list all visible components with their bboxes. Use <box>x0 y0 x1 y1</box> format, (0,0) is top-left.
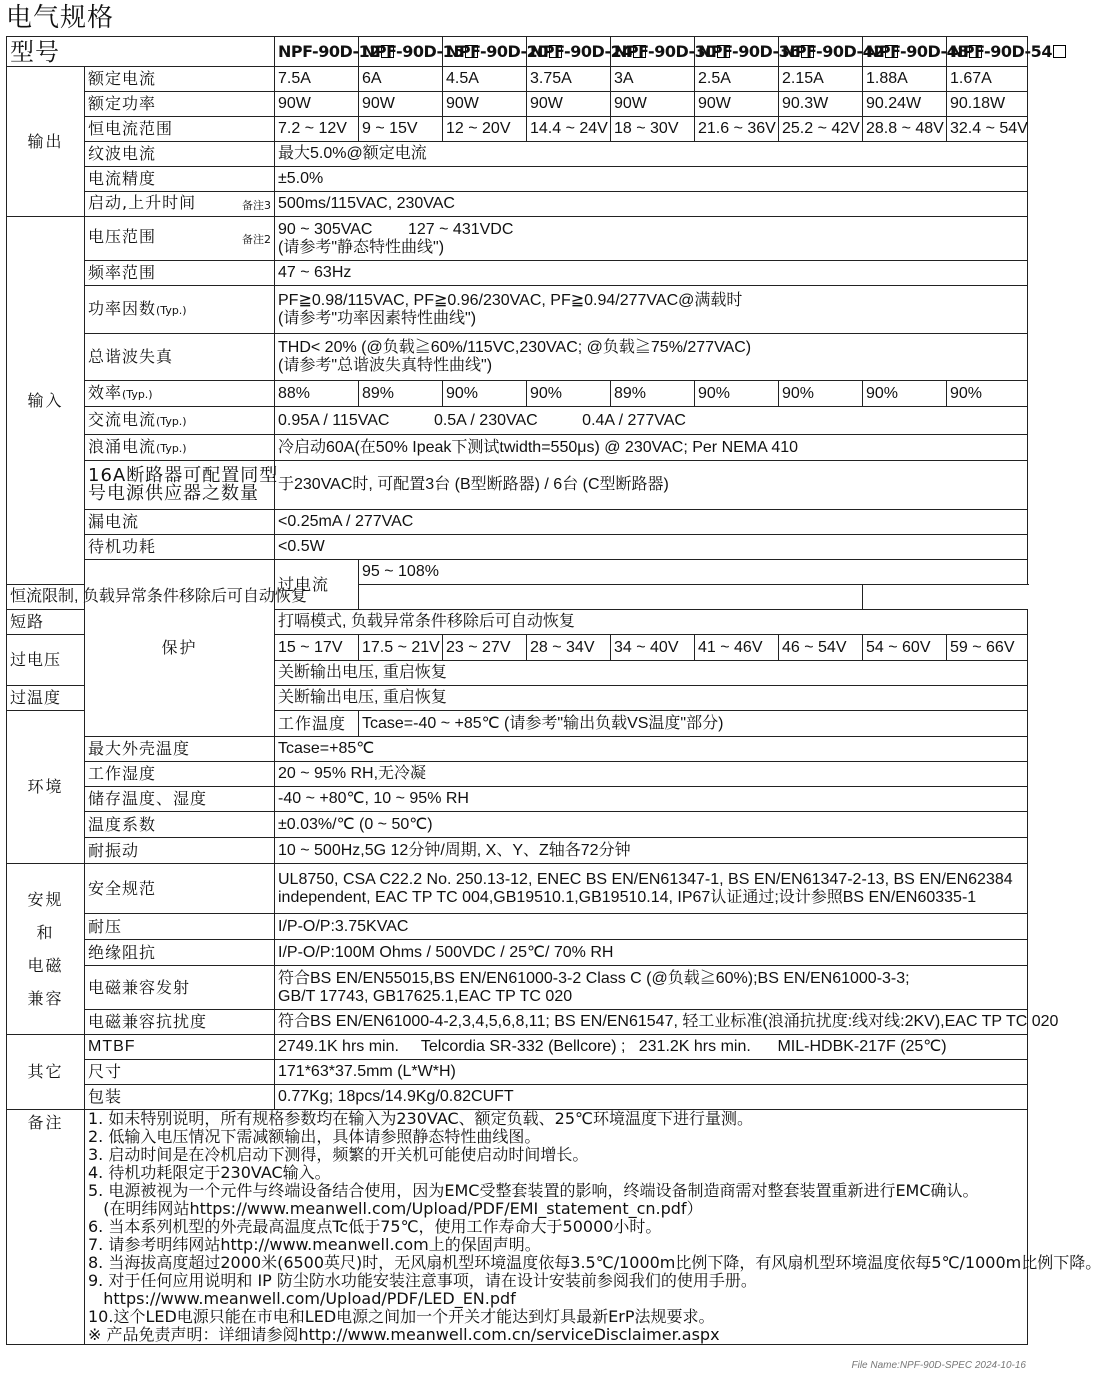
model-cell: NPF-90D-12 <box>275 37 359 67</box>
cell: 2749.1K hrs min. Telcordia SR-332 (Bellcore) ; 231.2K hrs min. MIL-HDBK-217F (25℃) <box>275 1035 1028 1060</box>
table-row <box>7 510 1028 535</box>
table-row <box>7 535 1028 560</box>
cell: 59 ~ 66V <box>947 635 1028 661</box>
cell: 25.2 ~ 42V <box>779 117 863 142</box>
table-row <box>7 737 1028 762</box>
cell: 6A <box>359 67 443 92</box>
cell: I/P-O/P:100M Ohms / 500VDC / 25℃/ 70% RH <box>275 940 1028 966</box>
cell: 恒流限制, 负载异常条件移除后可自动恢复 <box>7 585 863 610</box>
row-label: 漏电流 <box>85 510 275 535</box>
note-line: ※ 产品免责声明：详细请参阅http://www.meanwell.com.cn/serviceDisclaimer.aspx <box>88 1325 720 1344</box>
group-protection: 保护 <box>85 560 275 737</box>
cell: I/P-O/P:3.75KVAC <box>275 914 1028 940</box>
cell: 28.8 ~ 48V <box>863 117 947 142</box>
cell: 90.18W <box>947 92 1028 117</box>
table-row <box>7 407 1028 435</box>
row-label: 电流精度 <box>85 167 275 192</box>
cell: 4.5A <box>443 67 527 92</box>
cell: 90W <box>443 92 527 117</box>
cell: 90W <box>275 92 359 117</box>
note-line: 7. 请参考明纬网站http://www.meanwell.com上的保固声明。 <box>88 1235 541 1254</box>
cell: 500ms/115VAC, 230VAC <box>275 192 1028 217</box>
row-label: 频率范围 <box>85 261 275 286</box>
cell: THD< 20% (@负载≧60%/115VC,230VAC; @负载≧75%/277VAC) (请参考"总谐波失真特性曲线") <box>275 334 1028 381</box>
row-label: 功率因数(Typ.) <box>85 286 275 334</box>
cell: 90% <box>863 381 947 407</box>
row-label: 工作湿度 <box>85 762 275 787</box>
row-label: 浪涌电流(Typ.) <box>85 435 275 461</box>
cell: 41 ~ 46V <box>695 635 779 661</box>
note-line: 5. 电源被视为一个元件与终端设备结合使用，因为EMC受整套装置的影响，终端设备制造商需对整套装置重新进行EMC确认。 <box>88 1181 979 1200</box>
cell: 90% <box>527 381 611 407</box>
note-line: 2. 低输入电压情况下需减额输出，具体请参照静态特性曲线图。 <box>88 1127 541 1146</box>
row-label: 安全规范 <box>85 864 275 914</box>
cell: Tcase=+85℃ <box>275 737 1028 762</box>
row-label: 效率(Typ.) <box>85 381 275 407</box>
group-others: 其它 <box>7 1035 85 1110</box>
note-line: 3. 启动时间是在冷机启动下测得，频繁的开关机可能使启动时间增长。 <box>88 1145 589 1164</box>
note-line: 4. 待机功耗限定于230VAC输入。 <box>88 1163 331 1182</box>
row-label: 耐压 <box>85 914 275 940</box>
row-label: 工作温度 <box>275 711 359 737</box>
row-label: 电磁兼容发射 <box>85 966 275 1010</box>
note-line: (在明纬网站https://www.meanwell.com/Upload/PDF/EMI_statement_cn.pdf） <box>88 1199 703 1218</box>
model-cell: NPF-90D-48 <box>863 37 947 67</box>
table-row <box>7 966 1028 1010</box>
model-cell: NPF-90D-24 <box>527 37 611 67</box>
cell: <0.25mA / 277VAC <box>275 510 1028 535</box>
cell: 0.95A / 115VAC 0.5A / 230VAC 0.4A / 277VAC <box>275 407 1028 435</box>
table-row <box>7 286 1028 334</box>
cell: 171*63*37.5mm (L*W*H) <box>275 1060 1028 1085</box>
row-label: 交流电流(Typ.) <box>85 407 275 435</box>
model-cell: NPF-90D-36 <box>695 37 779 67</box>
table-row <box>7 585 1028 610</box>
group-safety-emc: 安规 和 电磁 兼容 <box>7 864 85 1035</box>
note-line: 9. 对于任何应用说明和 IP 防尘防水功能安装注意事项，请在设计安装前参阅我们的使用手册。 <box>88 1271 757 1290</box>
table-row <box>7 67 1028 92</box>
model-cell: NPF-90D-15 <box>359 37 443 67</box>
file-footer: File Name:NPF-90D-SPEC 2024-10-16 <box>851 1360 1026 1371</box>
row-label: 绝缘阻抗 <box>85 940 275 966</box>
cell: 2.15A <box>779 67 863 92</box>
row-label: 16A断路器可配置同型 号电源供应器之数量 <box>85 461 275 510</box>
group-notes: 备注 <box>7 1110 85 1345</box>
cell: 90% <box>947 381 1028 407</box>
cell: 88% <box>275 381 359 407</box>
cell: 90% <box>779 381 863 407</box>
cell: 打嗝模式, 负载异常条件移除后可自动恢复 <box>275 610 1028 635</box>
table-row <box>7 1035 1028 1060</box>
cell: 89% <box>359 381 443 407</box>
spec-table <box>6 36 1101 1345</box>
table-row <box>7 864 1028 914</box>
model-label: 型号 <box>7 37 275 67</box>
row-label: 尺寸 <box>85 1060 275 1085</box>
group-environment: 环境 <box>7 711 85 864</box>
row-label: 恒电流范围 <box>85 117 275 142</box>
row-label: 耐振动 <box>85 838 275 864</box>
cell: 0.77Kg; 18pcs/14.9Kg/0.82CUFT <box>275 1085 1028 1110</box>
notes-cell <box>85 1109 1101 1345</box>
cell: 12 ~ 20V <box>443 117 527 142</box>
row-label: 包装 <box>85 1085 275 1110</box>
table-row <box>7 92 1028 117</box>
cell: 21.6 ~ 36V <box>695 117 779 142</box>
table-row <box>7 812 1028 838</box>
cell: 3.75A <box>527 67 611 92</box>
note-line: 1. 如未特别说明，所有规格参数均在输入为230VAC、额定负载、25℃环境温度下进行量测。 <box>88 1109 753 1128</box>
note-line: https://www.meanwell.com/Upload/PDF/LED_EN.pdf <box>88 1289 516 1308</box>
cell: 90.3W <box>779 92 863 117</box>
cell: 关断输出电压, 重启恢复 <box>275 661 1028 686</box>
cell: PF≧0.98/115VAC, PF≧0.96/230VAC, PF≧0.94/277VAC@满载时 (请参考"功率因素特性曲线") <box>275 286 1028 334</box>
cell: 90% <box>443 381 527 407</box>
cell: 1.67A <box>947 67 1028 92</box>
cell: 90W <box>359 92 443 117</box>
cell: 89% <box>611 381 695 407</box>
row-label: 储存温度、湿度 <box>85 787 275 812</box>
table-row <box>7 940 1028 966</box>
row-label: 电磁兼容抗扰度 <box>85 1010 275 1035</box>
row-label: 短路 <box>7 610 85 635</box>
cell: 90% <box>695 381 779 407</box>
cell: 符合BS EN/EN61000-4-2,3,4,5,6,8,11; BS EN/EN61547, 轻工业标准(浪涌抗扰度:线对线:2KV),EAC TP TC 020 <box>275 1010 1028 1035</box>
note-line: 10.这个LED电源只能在市电和LED电源之间加一个开关才能达到灯具最新ErP法规要求。 <box>88 1307 715 1326</box>
table-row <box>7 167 1028 192</box>
row-label: 最大外壳温度 <box>85 737 275 762</box>
row-label: 额定电流 <box>85 67 275 92</box>
table-row <box>7 192 1028 217</box>
cell: 2.5A <box>695 67 779 92</box>
row-label: MTBF <box>85 1035 275 1060</box>
row-label: 电压范围 备注2 <box>85 217 275 261</box>
model-cell: NPF-90D-30 <box>611 37 695 67</box>
cell: 9 ~ 15V <box>359 117 443 142</box>
cell: ±0.03%/℃ (0 ~ 50℃) <box>275 812 1028 838</box>
table-row <box>7 142 1028 167</box>
row-label: 过温度 <box>7 686 85 711</box>
cell: UL8750, CSA C22.2 No. 250.13-12, ENEC BS EN/EN61347-1, BS EN/EN61347-2-13, BS EN/EN62384 independent, EAC TP TC 004,GB19510.1,GB19510.14, IP67认证通过;设计参照BS EN/EN60335-1 <box>275 864 1028 914</box>
table-row <box>7 217 1028 261</box>
cell: ±5.0% <box>275 167 1028 192</box>
note-line: 8. 当海拔高度超过2000米(6500英尺)时，无风扇机型环境温度依每3.5℃/1000m比例下降，有风扇机型环境温度依每5℃/1000m比例下降。 <box>88 1253 1101 1272</box>
row-label: 额定功率 <box>85 92 275 117</box>
checkbox-icon <box>1053 45 1066 58</box>
cell: 23 ~ 27V <box>443 635 527 661</box>
table-row <box>7 334 1028 381</box>
row-label: 总谐波失真 <box>85 334 275 381</box>
cell: 7.2 ~ 12V <box>275 117 359 142</box>
cell: 18 ~ 30V <box>611 117 695 142</box>
cell: 冷启动60A(在50% Ipeak下测试twidth=550μs) @ 230VAC; Per NEMA 410 <box>275 435 1028 461</box>
cell: 1.88A <box>863 67 947 92</box>
table-row <box>7 762 1028 787</box>
cell: 54 ~ 60V <box>863 635 947 661</box>
row-label: 过电流 <box>275 560 359 610</box>
table-row <box>7 381 1028 407</box>
table-row <box>7 1010 1028 1035</box>
cell: 14.4 ~ 24V <box>527 117 611 142</box>
cell: 90W <box>527 92 611 117</box>
cell: 符合BS EN/EN55015,BS EN/EN61000-3-2 Class C (@负载≧60%);BS EN/EN61000-3-3; GB/T 17743, GB17625.1,EAC TP TC 020 <box>275 966 1028 1010</box>
note-line: 6. 当本系列机型的外壳最高温度点Tc低于75℃，使用工作寿命大于50000小时。 <box>88 1217 662 1236</box>
group-output: 输出 <box>7 67 85 217</box>
cell: -40 ~ +80℃, 10 ~ 95% RH <box>275 787 1028 812</box>
cell: <0.5W <box>275 535 1028 560</box>
page-title: 电气规格 <box>6 3 115 33</box>
table-row <box>7 838 1028 864</box>
cell: 10 ~ 500Hz,5G 12分钟/周期, X、Y、Z轴各72分钟 <box>275 838 1028 864</box>
table-row <box>7 560 1028 585</box>
table-row <box>7 914 1028 940</box>
cell: 47 ~ 63Hz <box>275 261 1028 286</box>
table-row <box>7 787 1028 812</box>
row-label: 启动,上升时间 备注3 <box>85 192 275 217</box>
cell: 17.5 ~ 21V <box>359 635 443 661</box>
cell: 90 ~ 305VAC 127 ~ 431VDC (请参考"静态特性曲线") <box>275 217 1028 261</box>
table-row <box>7 461 1028 510</box>
cell: 于230VAC时, 可配置3台 (B型断路器) / 6台 (C型断路器) <box>275 461 1028 510</box>
row-label: 过电压 <box>7 635 85 686</box>
note-ref: 备注2 <box>242 233 271 246</box>
model-header-row <box>7 37 1028 67</box>
group-input: 输入 <box>7 217 85 585</box>
cell: 28 ~ 34V <box>527 635 611 661</box>
cell: 95 ~ 108% <box>359 560 1028 585</box>
cell: Tcase=-40 ~ +85℃ (请参考"输出负载VS温度"部分) <box>359 711 1028 737</box>
cell: 90W <box>611 92 695 117</box>
table-row <box>7 261 1028 286</box>
cell: 34 ~ 40V <box>611 635 695 661</box>
table-row <box>7 435 1028 461</box>
table-row <box>7 117 1028 142</box>
cell: 90W <box>695 92 779 117</box>
cell: 15 ~ 17V <box>275 635 359 661</box>
cell: 7.5A <box>275 67 359 92</box>
cell: 最大5.0%@额定电流 <box>275 142 1028 167</box>
cell: 32.4 ~ 54V <box>947 117 1028 142</box>
table-row <box>7 1060 1028 1085</box>
table-row <box>7 1085 1028 1110</box>
model-cell: NPF-90D-20 <box>443 37 527 67</box>
cell: 46 ~ 54V <box>779 635 863 661</box>
cell: 20 ~ 95% RH,无冷凝 <box>275 762 1028 787</box>
model-cell: NPF-90D-42 <box>779 37 863 67</box>
cell: 3A <box>611 67 695 92</box>
note-ref: 备注3 <box>242 198 271 212</box>
table-row <box>7 1110 1028 1345</box>
row-label: 温度系数 <box>85 812 275 838</box>
model-cell: NPF-90D-54 <box>947 37 1028 67</box>
row-label: 纹波电流 <box>85 142 275 167</box>
cell: 90.24W <box>863 92 947 117</box>
cell: 关断输出电压, 重启恢复 <box>275 686 1028 711</box>
row-label: 待机功耗 <box>85 535 275 560</box>
